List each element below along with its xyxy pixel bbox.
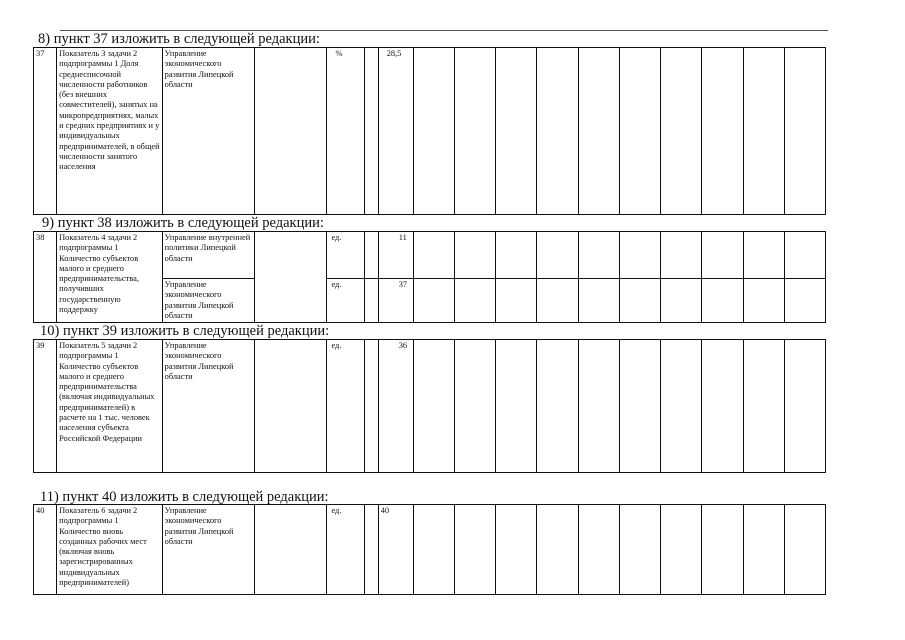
empty-cell — [496, 340, 537, 473]
section-heading: 10) пункт 39 изложить в следующей редакции: — [40, 323, 330, 339]
empty-cell — [661, 232, 702, 279]
empty-cell — [364, 340, 378, 473]
row-number: 37 — [34, 48, 57, 215]
value: 28,5 — [378, 48, 413, 215]
empty-cell — [537, 340, 578, 473]
empty-cell — [784, 505, 825, 595]
empty-cell — [537, 279, 578, 323]
empty-cell — [496, 505, 537, 595]
empty-cell — [255, 232, 327, 323]
unit: ед. — [327, 505, 364, 595]
empty-cell — [578, 279, 619, 323]
unit: ед. — [327, 279, 364, 323]
indicator-table — [33, 504, 826, 595]
empty-cell — [619, 279, 660, 323]
indicator-name: Показатель 3 задачи 2 подпрограммы 1 Доля среднесписочной численности работников (без внешних совместителей), занятых на микропредприятиях, малых и средних предприятиях и у индивидуальных предпринимателей, в общей численности занятого населения — [57, 48, 163, 215]
empty-cell — [496, 279, 537, 323]
empty-cell — [455, 48, 496, 215]
unit: % — [327, 48, 364, 215]
empty-cell — [496, 48, 537, 215]
empty-cell — [413, 340, 454, 473]
executor: Управление экономического развития Липецкой области — [162, 48, 254, 215]
indicator-name: Показатель 5 задачи 2 подпрограммы 1 Количество субъектов малого и среднего предпринимательства (включая индивидуальных предпринимателей) в расчете на 1 тыс. человек населения субъекта Российской Федерации — [57, 340, 163, 473]
indicator-table — [33, 47, 826, 215]
executor: Управление экономического развития Липецкой области — [162, 279, 254, 323]
empty-cell — [255, 505, 327, 595]
empty-cell — [661, 279, 702, 323]
empty-cell — [784, 232, 825, 279]
empty-cell — [743, 279, 784, 323]
empty-cell — [661, 340, 702, 473]
empty-cell — [537, 232, 578, 279]
empty-cell — [364, 232, 378, 279]
empty-cell — [661, 505, 702, 595]
empty-cell — [578, 340, 619, 473]
empty-cell — [496, 232, 537, 279]
value: 40 — [378, 505, 413, 595]
empty-cell — [619, 232, 660, 279]
empty-cell — [743, 340, 784, 473]
empty-cell — [255, 340, 327, 473]
empty-cell — [364, 505, 378, 595]
empty-cell — [743, 48, 784, 215]
empty-cell — [455, 505, 496, 595]
value: 37 — [378, 279, 413, 323]
empty-cell — [784, 48, 825, 215]
executor: Управление экономического развития Липецкой области — [162, 340, 254, 473]
indicator-name: Показатель 4 задачи 2 подпрограммы 1 Количество субъектов малого и среднего предпринимательства, получивших государственную поддержку — [57, 232, 163, 323]
indicator-table — [33, 231, 826, 323]
empty-cell — [455, 340, 496, 473]
row-number: 38 — [34, 232, 57, 323]
empty-cell — [413, 279, 454, 323]
empty-cell — [619, 48, 660, 215]
empty-cell — [364, 279, 378, 323]
row-number: 39 — [34, 340, 57, 473]
empty-cell — [661, 48, 702, 215]
empty-cell — [455, 232, 496, 279]
empty-cell — [702, 279, 743, 323]
value: 11 — [378, 232, 413, 279]
empty-cell — [413, 505, 454, 595]
empty-cell — [743, 505, 784, 595]
executor: Управление экономического развития Липецкой области — [162, 505, 254, 595]
indicator-table — [33, 339, 826, 473]
unit: ед. — [327, 232, 364, 279]
section-heading: 8) пункт 37 изложить в следующей редакции: — [38, 31, 320, 47]
row-number: 40 — [34, 505, 57, 595]
empty-cell — [702, 48, 743, 215]
empty-cell — [619, 340, 660, 473]
empty-cell — [255, 48, 327, 215]
empty-cell — [784, 340, 825, 473]
empty-cell — [578, 232, 619, 279]
empty-cell — [578, 505, 619, 595]
empty-cell — [619, 505, 660, 595]
empty-cell — [537, 48, 578, 215]
empty-cell — [364, 48, 378, 215]
empty-cell — [413, 48, 454, 215]
indicator-name: Показатель 6 задачи 2 подпрограммы 1 Количество вновь созданных рабочих мест (включая вновь зарегистрированных индивидуальных предпринимателей) — [57, 505, 163, 595]
empty-cell — [537, 505, 578, 595]
empty-cell — [702, 505, 743, 595]
empty-cell — [743, 232, 784, 279]
empty-cell — [702, 232, 743, 279]
section-heading: 11) пункт 40 изложить в следующей редакции: — [40, 489, 329, 505]
unit: ед. — [327, 340, 364, 473]
value: 36 — [378, 340, 413, 473]
empty-cell — [455, 279, 496, 323]
empty-cell — [702, 340, 743, 473]
executor: Управление внутренней политики Липецкой области — [162, 232, 254, 279]
section-heading: 9) пункт 38 изложить в следующей редакции: — [42, 215, 324, 231]
empty-cell — [413, 232, 454, 279]
empty-cell — [784, 279, 825, 323]
empty-cell — [578, 48, 619, 215]
